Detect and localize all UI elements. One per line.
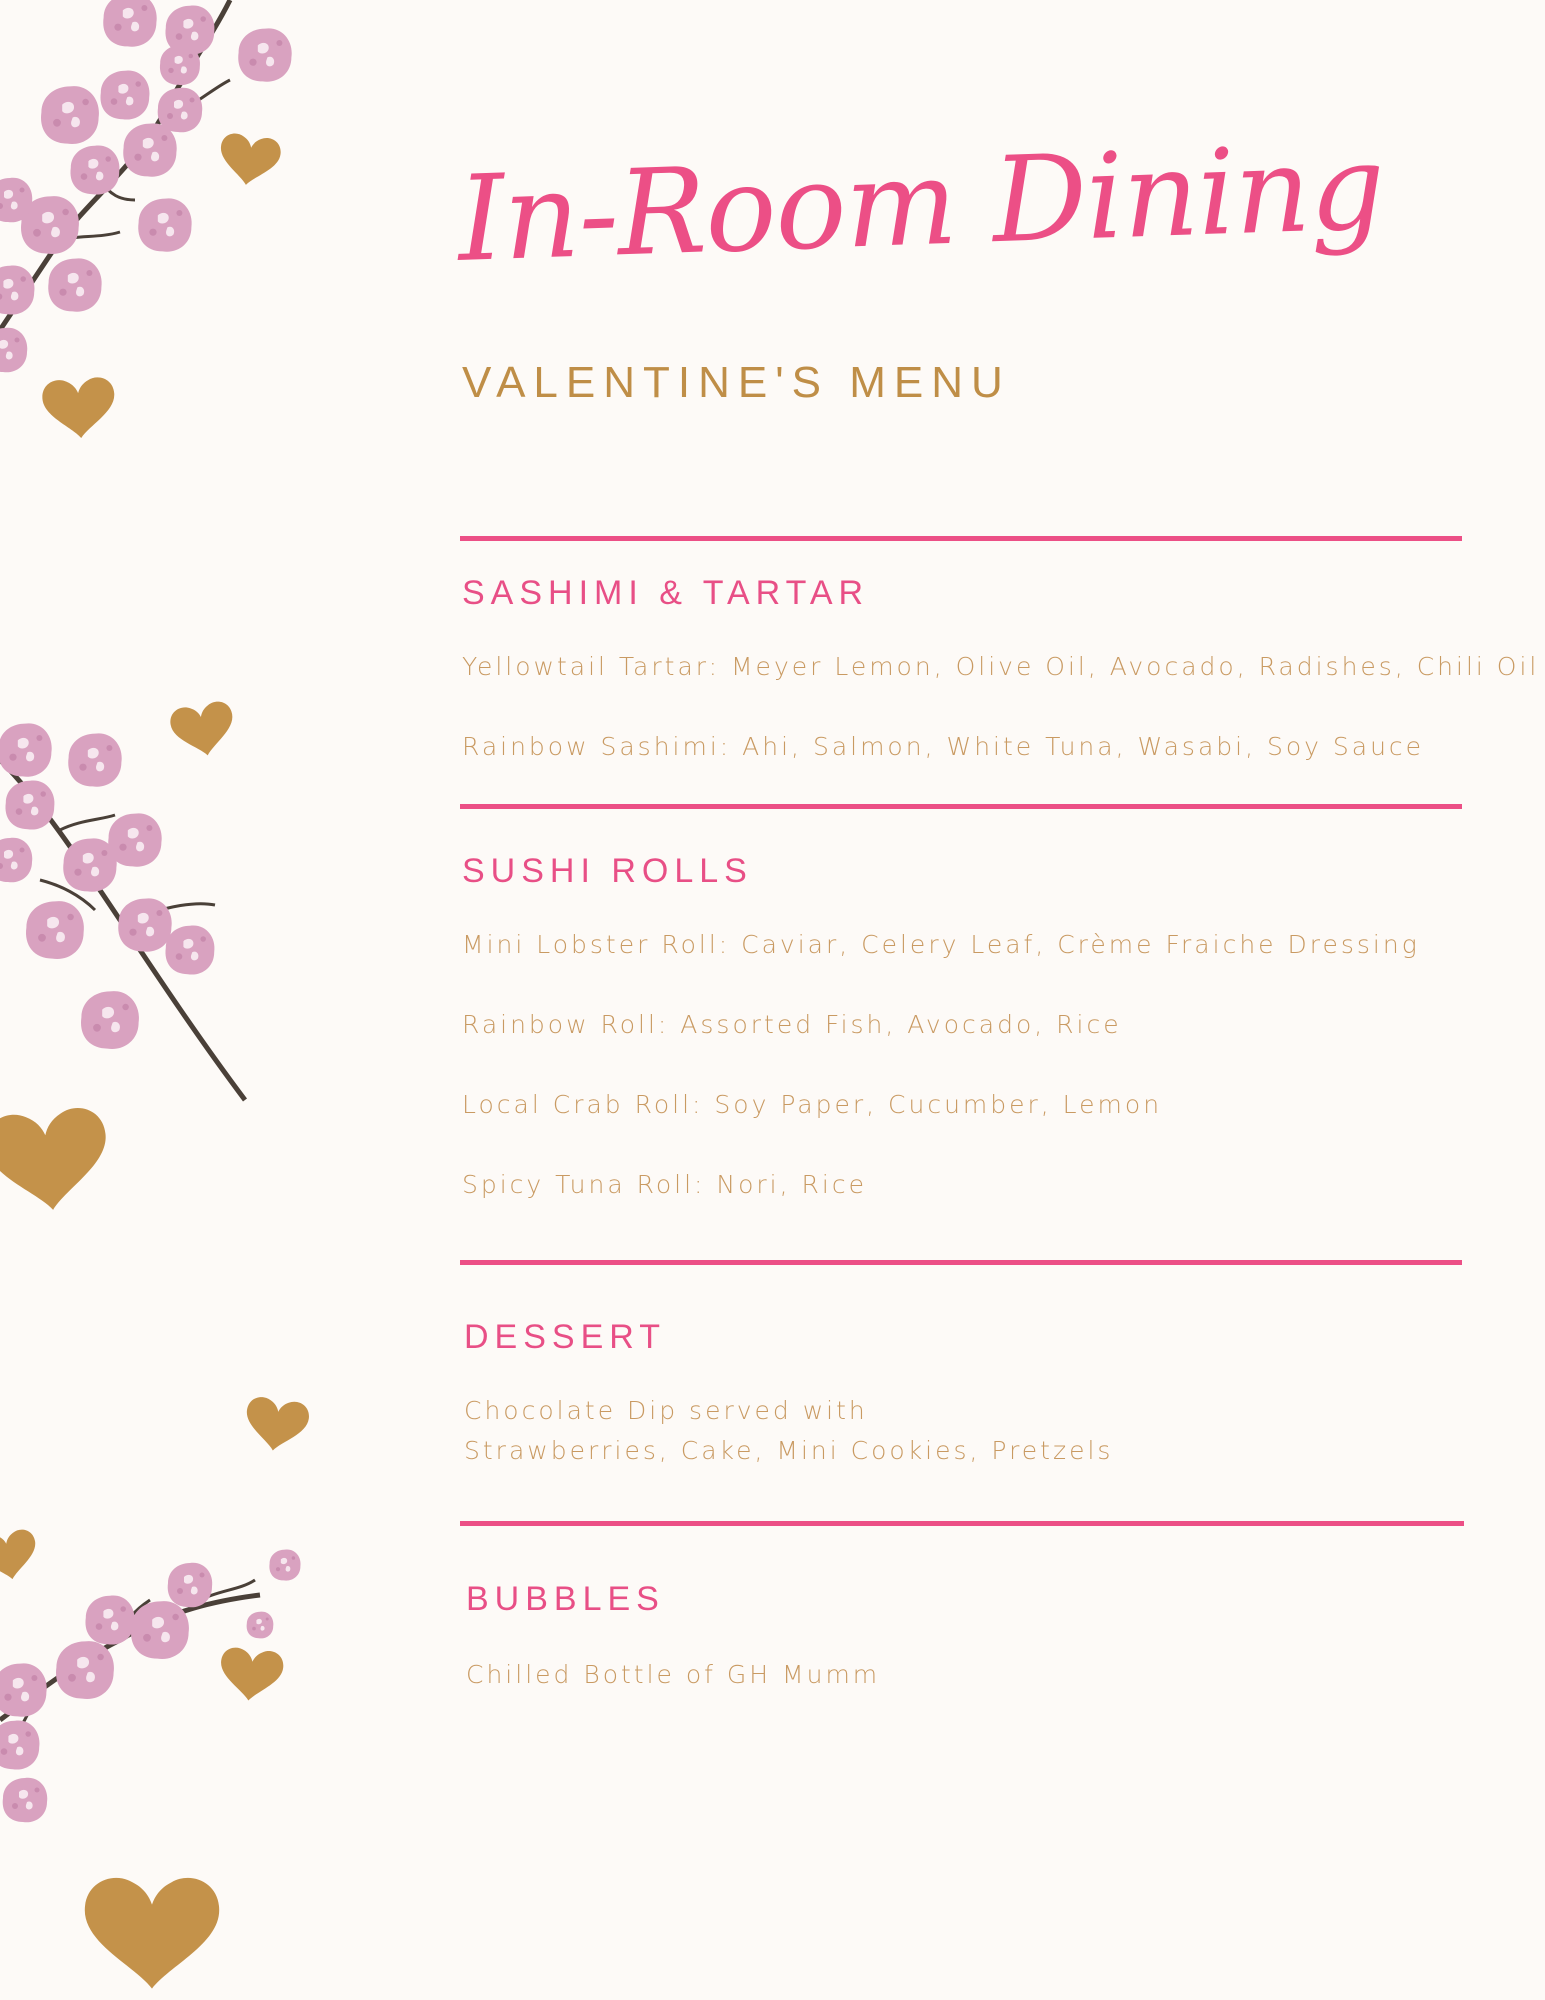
menu-item: Local Crab Roll: Soy Paper, Cucumber, Lemon [462,1090,1163,1119]
heart-icon [168,699,238,760]
section-divider [460,536,1462,541]
heart-icon [85,1878,219,1989]
section-title-dessert: DESSERT [464,1318,666,1356]
section-title-sashimi: SASHIMI & TARTAR [462,574,870,612]
menu-item: Chilled Bottle of GH Mumm [466,1660,881,1689]
blossom-branch-middle [0,723,245,1100]
section-divider [460,1521,1464,1526]
menu-item: Rainbow Sashimi: Ahi, Salmon, White Tuna, Wasabi, Soy Sauce [462,732,1425,761]
page-subtitle: VALENTINE'S MENU [462,358,1011,407]
section-divider [460,804,1462,809]
menu-item: Strawberries, Cake, Mini Cookies, Pretzels [464,1436,1114,1465]
menu-item: Rainbow Roll: Assorted Fish, Avocado, Rice [462,1010,1122,1039]
blossom-branch-top [0,0,292,372]
menu-item: Mini Lobster Roll: Caviar, Celery Leaf, Crème Fraiche Dressing [462,930,1420,959]
heart-icon [0,1527,41,1584]
heart-icon [0,1105,113,1216]
page-title: In-Room Dining [455,117,1387,288]
heart-icon [216,132,282,189]
section-title-bubbles: BUBBLES [466,1580,665,1618]
heart-icon [41,376,117,440]
section-title-sushi-rolls: SUSHI ROLLS [462,852,753,890]
menu-item: Chocolate Dip served with [464,1396,868,1425]
heart-icon [242,1395,311,1455]
menu-item: Spicy Tuna Roll: Nori, Rice [462,1170,867,1199]
section-divider [460,1260,1462,1265]
heart-icon [217,1646,284,1704]
menu-item: Yellowtail Tartar: Meyer Lemon, Olive Oil, Avocado, Radishes, Chili Oil [462,652,1540,681]
